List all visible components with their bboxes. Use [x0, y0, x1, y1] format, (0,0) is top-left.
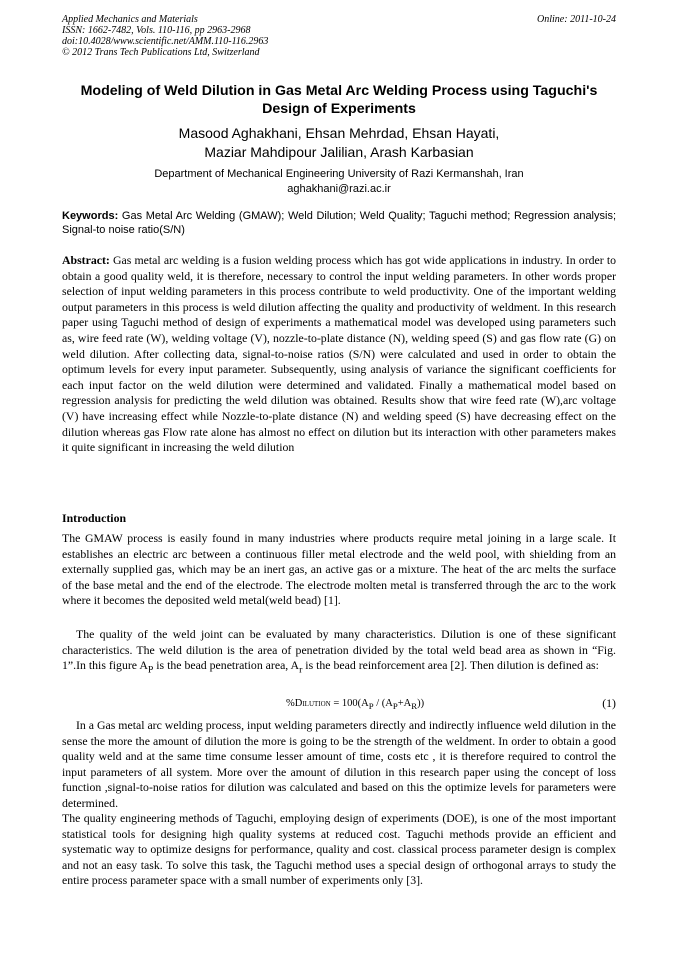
intro-paragraph-2: [62, 627, 616, 678]
eq-sub-3: R: [411, 701, 418, 712]
eq-dilution-word: Dilution: [294, 698, 331, 709]
p2-text-a: The quality of the weld joint can be evaluated by many characteristics. Dilution is one of these significant characteristics. The weld dilution is the area of penetration divided by the total weld bead area as shown in “Fig. 1”.In this figure A: [62, 627, 616, 673]
journal-header: [62, 14, 616, 58]
eq-percent: %: [286, 698, 295, 709]
intro-paragraph-3: In a Gas metal arc welding process, input welding parameters directly and indirectly influence weld dilution in the sense the more the amount of dilution the more is going to be the strength of the weldment. In order to obtain a good quality weld and at the same time consume lesser amount of time, costs etc , it is therefore required to control the input parameters of all system. More over the amount of dilution in this research paper using the concept of loss function ,signal-to-noise ratios for dilution was calculated and based on this the optimize levels for parameters were determined.: [62, 718, 616, 810]
equation-dilution: [62, 696, 616, 712]
keywords-label: Keywords:: [62, 210, 119, 222]
eq-sub-1: P: [368, 701, 374, 712]
affiliation: [62, 167, 616, 197]
issn-line: ISSN: 1662-7482, Vols. 110-116, pp 2963-2968: [62, 25, 251, 36]
author-line-2: Maziar Mahdipour Jalilian, Arash Karbasian: [204, 144, 474, 160]
keywords-text: Gas Metal Arc Welding (GMAW); Weld Dilution; Weld Quality; Taguchi method; Regression analysis; Signal-to noise ratio(S/N): [62, 210, 617, 236]
eq-part-b: / (A: [373, 698, 393, 709]
doi-line: doi:10.4028/www.scientific.net/AMM.110-116.2963: [62, 36, 269, 47]
p2-text-c: is the bead reinforcement area [2]. Then dilution is defined as:: [302, 658, 599, 673]
eq-sub-2: P: [392, 701, 398, 712]
author-list: [62, 124, 616, 162]
eq-part-a: = 100(A: [330, 698, 369, 709]
email: aghakhani@razi.ac.ir: [287, 183, 391, 195]
p2-sub-r: r: [299, 664, 303, 676]
abstract-label: Abstract:: [62, 253, 110, 267]
online-date: Online: 2011-10-24: [537, 14, 616, 25]
copyright-line: © 2012 Trans Tech Publications Ltd, Switzerland: [62, 47, 260, 58]
section-heading-introduction: Introduction: [62, 511, 127, 525]
eq-part-d: )): [417, 698, 425, 709]
journal-name: Applied Mechanics and Materials: [62, 14, 198, 25]
equation-number: (1): [602, 696, 616, 710]
department: Department of Mechanical Engineering University of Razi Kermanshah, Iran: [154, 168, 524, 180]
p2-text-b: is the bead penetration area, A: [153, 658, 300, 673]
abstract: [62, 253, 616, 456]
dilution-formula: [286, 698, 424, 711]
keywords: [62, 209, 616, 237]
intro-paragraph-4: The quality engineering methods of Taguchi, employing design of experiments (DOE), is one of the most important statistical tools for designing high quality systems at reduced cost. Taguchi methods provide an efficient and systematic way to optimize designs for performance, quality and cost. classical process parameter design is complex and not an easy task. To solve this task, the Taguchi method uses a special design of orthogonal arrays to study the entire process parameter space with a small number of experiments only [3].: [62, 811, 616, 888]
abstract-text: Gas metal arc welding is a fusion welding process which has got wide applications in industry. In order to obtain a good quality weld, it is therefore, necessary to control the input welding parameters. In other words proper selection of input welding parameters in this process contribute to weld productivity. One of the important welding output parameters in this process is weld dilution affecting the quality and productivity of weldment. In this research paper using Taguchi method of design of experiments a mathematical model was developed using parameters such as, wire feed rate (W), welding voltage (V), nozzle-to-plate distance (N), welding speed (S) and gas flow rate (G) on weld dilution. After collecting data, signal-to-noise ratios (S/N) were calculated and used in order to obtain the optimum levels for every input parameter. Subsequently, using analysis of variance the significant coefficients for each input factor on the weld dilution were determined and validated. Finally a mathematical model based on regression analysis for predicting the weld dilution was obtained. Results show that wire feed rate (W),arc voltage (V) have increasing effect while Nozzle-to-plate distance (N) and welding speed (S) have decreasing effect on the dilution whereas gas Flow rate alone has almost no effect on dilution but its interaction with other parameters makes it quite significant in increasing the weld dilution: [62, 253, 616, 455]
paper-title: Modeling of Weld Dilution in Gas Metal Arc Welding Process using Taguchi's Design of Experiments: [80, 83, 598, 117]
author-line-1: Masood Aghakhani, Ehsan Mehrdad, Ehsan Hayati,: [178, 125, 500, 141]
intro-paragraph-1: The GMAW process is easily found in many industries where products require metal joining in a large scale. It establishes an electric arc between a continuous filler metal electrode and the weld pool, with shielding from an externally supplied gas, which may be an inert gas, an active gas or a mixture. The heat of the arc melts the surface of the base metal and the end of the electrode. The electrode molten metal is transferred through the arc to the work where it becomes the deposited weld metal(weld bead) [1].: [62, 531, 616, 608]
p2-sub-p: P: [147, 664, 154, 676]
eq-part-c: +A: [397, 698, 412, 709]
